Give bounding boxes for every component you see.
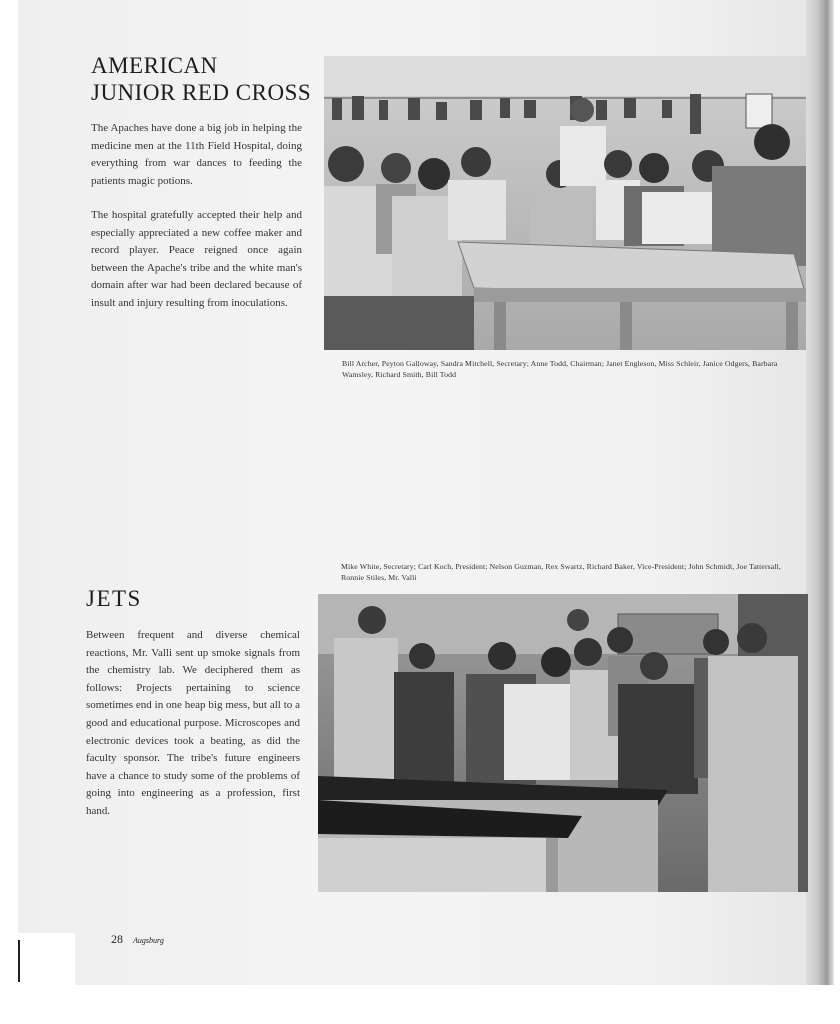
jets-paragraph: Between frequent and diverse chemical reactions, Mr. Valli sent up smoke signals from the chemistry lab. We deciphered them as follows: Projects pertaining to science sometimes end in one heap big mess, but all to a good and educational purpose. Microscopes and electronic devices took a beating, as did the faculty sponsor. The tribe's future engineers have a chance to study some of the problems of going into engineering as a profession, first hand.: [86, 629, 300, 817]
red-cross-caption: Bill Archer, Peyton Galloway, Sandra Mitchell, Secretary; Anne Todd, Chairman; Janet Engleson, Miss Schleir, Janice Odgers, Barbara Wamsley, Richard Smith, Bill Todd: [342, 359, 778, 379]
page-footer: [111, 932, 164, 947]
heading-line-2: JUNIOR RED CROSS: [91, 80, 312, 105]
heading-line-1: AMERICAN: [91, 53, 218, 78]
jets-group-photo: [318, 594, 808, 892]
red-cross-paragraph-1: The Apaches have done a big job in helping the medicine men at the 11th Field Hospital, doing everything from war dances to feeding the patients magic potions.: [91, 122, 302, 187]
jets-heading: JETS: [86, 586, 142, 611]
scan-edge-line: [18, 940, 20, 982]
jets-caption: Mike White, Secretary; Carl Koch, President; Nelson Guzman, Rex Swartz, Richard Baker, Vice-President; John Schmidt, Joe Tattersall, Ronnie Stiles, Mr. Valli: [341, 562, 781, 582]
scan-corner: [18, 933, 75, 985]
red-cross-paragraph-2: The hospital gratefully accepted their help and especially appreciated a new coffee maker and record player. Peace reigned once again between the Apache's tribe and the white man's domain after war had been declared because of insult and injury resulting from inoculations.: [91, 209, 302, 309]
junior-red-cross-heading: [91, 52, 311, 106]
page-number: 28: [111, 932, 123, 946]
red-cross-group-photo: [324, 56, 806, 350]
publication-name: Augsburg: [133, 936, 164, 945]
book-spine-shadow: [806, 0, 834, 985]
